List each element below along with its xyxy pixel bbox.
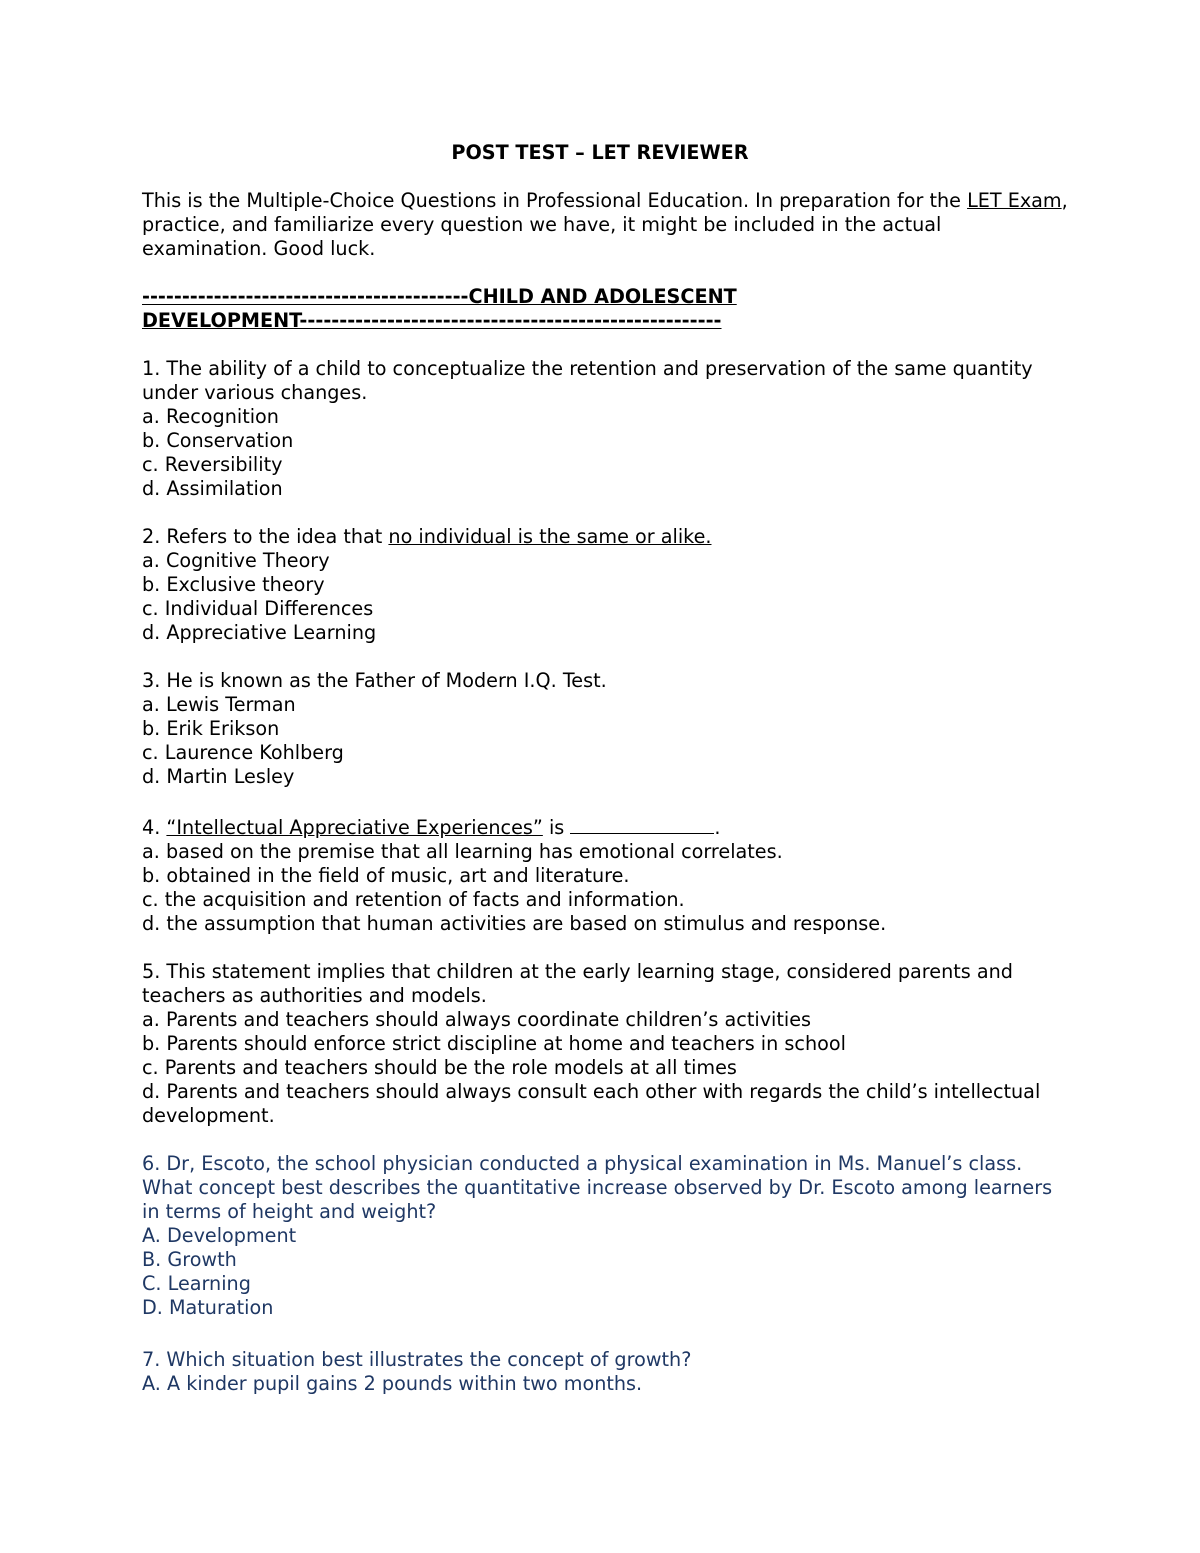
question-7: [142, 1348, 1072, 1396]
intro-text-end: , practice, and familiarize every question we have, it might be included in the actual examination. Good luck.: [142, 189, 1068, 260]
question-4-underlined-phrase: “Intellectual Appreciative Experiences”: [166, 816, 543, 839]
question-5-stem: 5. This statement implies that children at the early learning stage, considered parents and teachers as authorities and models.: [142, 960, 1013, 1007]
intro-text-start: This is the Multiple-Choice Questions in Professional Education. In preparation for the: [142, 189, 968, 212]
question-5-option-a: a. Parents and teachers should always coordinate children’s activities: [142, 1008, 812, 1031]
question-4-option-a: a. based on the premise that all learning has emotional correlates.: [142, 840, 783, 863]
question-6-option-a: A. Development: [142, 1224, 297, 1247]
question-4-option-c: c. the acquisition and retention of facts and information.: [142, 888, 685, 911]
question-3-option-a: a. Lewis Terman: [142, 693, 296, 716]
question-2-option-a: a. Cognitive Theory: [142, 549, 330, 572]
question-2-underlined-phrase: no individual is the same or alike.: [388, 525, 712, 548]
question-6-stem: 6. Dr, Escoto, the school physician conducted a physical examination in Ms. Manuel’s class. What concept best describes the quantitative increase observed by Dr. Escoto among learners in terms of height and weight?: [142, 1152, 1053, 1223]
question-3: [142, 669, 1072, 789]
question-1-option-d: d. Assimilation: [142, 477, 283, 500]
question-1-option-b: b. Conservation: [142, 429, 294, 452]
question-6-option-b: B. Growth: [142, 1248, 237, 1271]
answer-blank: [570, 813, 714, 834]
question-4-number: 4.: [142, 816, 167, 839]
question-2-stem-text: 2. Refers to the idea that: [142, 525, 389, 548]
question-5-option-b: b. Parents should enforce strict discipline at home and teachers in school: [142, 1032, 846, 1055]
question-2-option-b: b. Exclusive theory: [142, 573, 325, 596]
question-4-period: .: [714, 816, 721, 839]
question-7-option-a: A. A kinder pupil gains 2 pounds within two months.: [142, 1372, 643, 1395]
section-heading-line1: -----------------------------------------CHILD AND ADOLESCENT: [142, 285, 737, 308]
question-4: [142, 813, 1072, 936]
question-6-option-d: D. Maturation: [142, 1296, 274, 1319]
question-2: [142, 525, 1072, 645]
intro-paragraph: [142, 189, 1072, 261]
question-1: [142, 357, 1072, 501]
page-title: POST TEST – LET REVIEWER: [451, 141, 749, 164]
question-1-option-a: a. Recognition: [142, 405, 279, 428]
question-6: [142, 1152, 1072, 1320]
section-heading: [142, 285, 1072, 333]
document-body: [142, 141, 1072, 1420]
question-5-option-d: d. Parents and teachers should always consult each other with regards the child’s intellectual development.: [142, 1080, 1041, 1127]
question-3-option-c: c. Laurence Kohlberg: [142, 741, 344, 764]
question-5: [142, 960, 1072, 1128]
question-7-stem: 7. Which situation best illustrates the concept of growth?: [142, 1348, 692, 1371]
question-2-option-d: d. Appreciative Learning: [142, 621, 377, 644]
question-2-option-c: c. Individual Differences: [142, 597, 374, 620]
section-heading-line2: DEVELOPMENT-----------------------------------------------------: [142, 309, 722, 332]
question-6-option-c: C. Learning: [142, 1272, 251, 1295]
question-4-stem: [142, 813, 1072, 840]
question-5-option-c: c. Parents and teachers should be the role models at all times: [142, 1056, 737, 1079]
question-3-stem: 3. He is known as the Father of Modern I.Q. Test.: [142, 669, 607, 692]
question-4-option-d: d. the assumption that human activities are based on stimulus and response.: [142, 912, 887, 935]
question-4-is: is: [542, 816, 571, 839]
question-2-stem: [142, 525, 1072, 549]
let-exam-link[interactable]: LET Exam: [967, 189, 1062, 212]
question-3-option-b: b. Erik Erikson: [142, 717, 280, 740]
question-1-stem: 1. The ability of a child to conceptualize the retention and preservation of the same quantity under various changes.: [142, 357, 1033, 404]
question-3-option-d: d. Martin Lesley: [142, 765, 295, 788]
question-4-option-b: b. obtained in the field of music, art and literature.: [142, 864, 630, 887]
question-1-option-c: c. Reversibility: [142, 453, 283, 476]
